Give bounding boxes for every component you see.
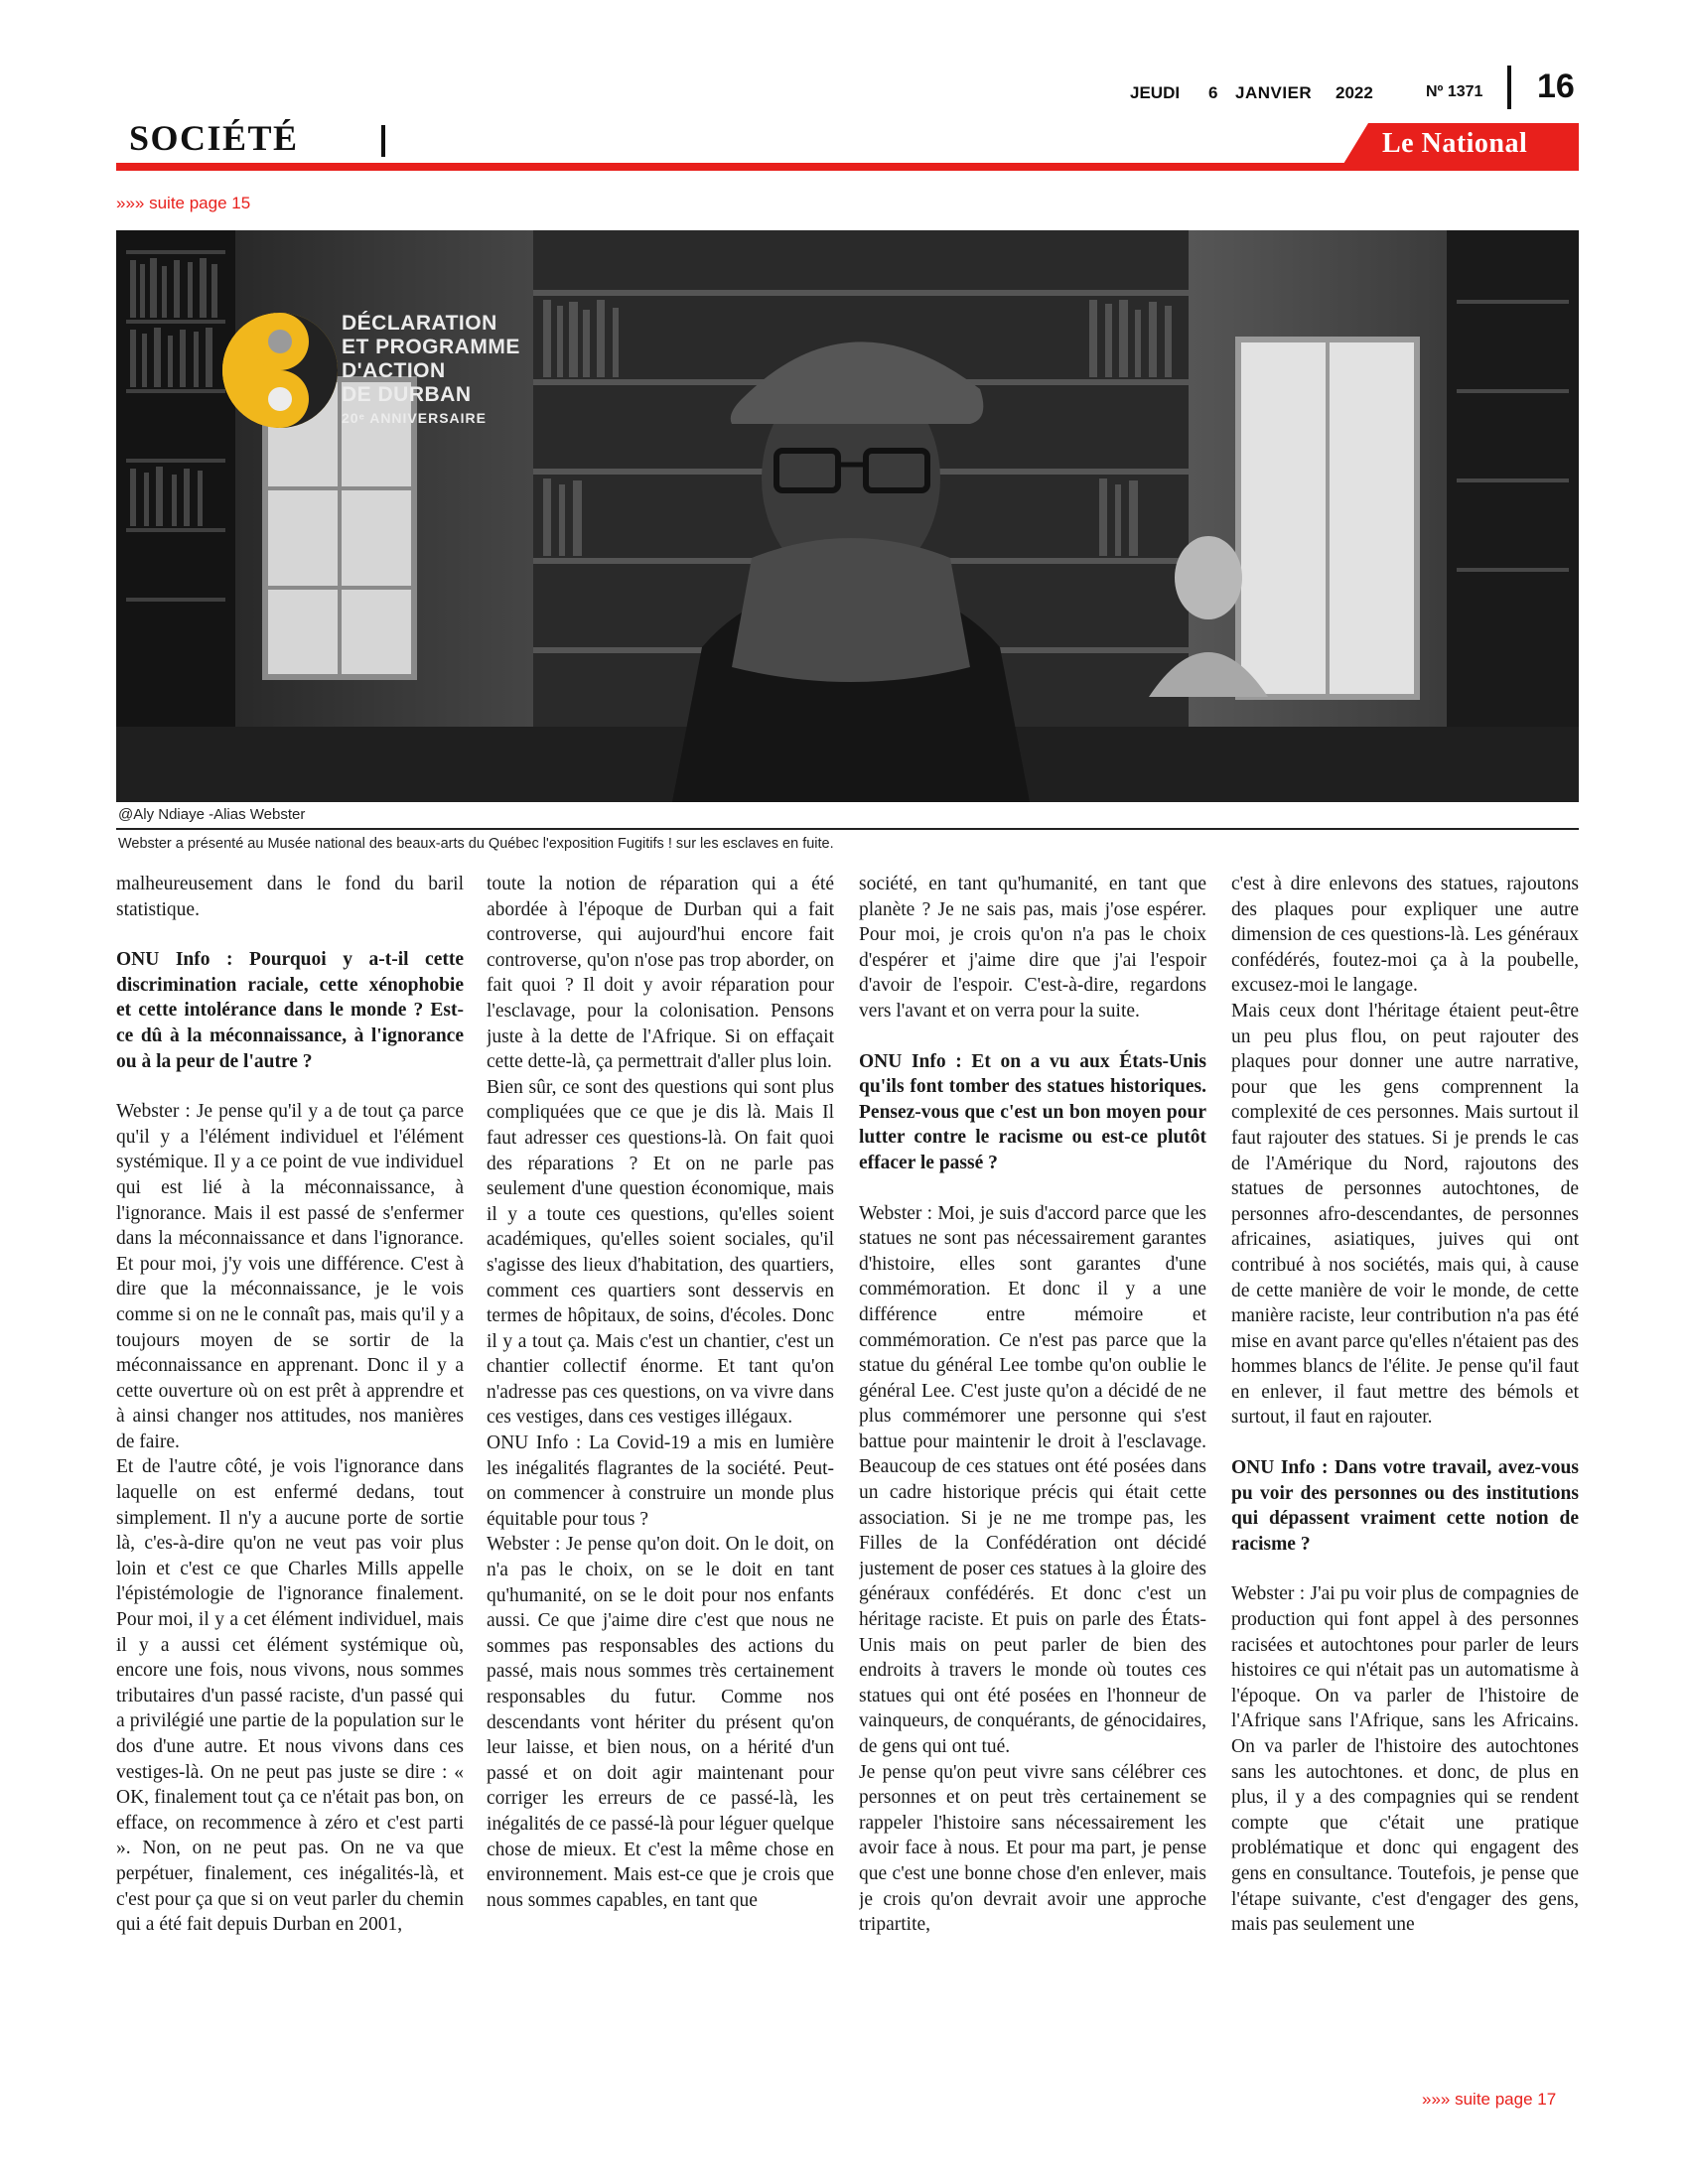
article-column-2: [487, 872, 834, 2083]
article-column-1: [116, 872, 464, 2083]
durban-logo-text: [342, 312, 520, 429]
continued-from-link[interactable]: »»» suite page 15: [116, 194, 251, 212]
logo-line-2: ET PROGRAMME: [342, 336, 520, 358]
article-paragraph: Je pense qu'on peut vivre sans célébrer ces personnes et on peut très certainement se rappeler l'histoire sans nécessairement les avoir face à nous. Et pour ma part, je pense que c'est une bonne chose d'en enlever, mais je crois qu'on devrait avoir une approche tripartite,: [859, 1761, 1206, 1936]
article-column-3: [859, 872, 1206, 2083]
article-paragraph: Webster : J'ai pu voir plus de compagnies de production qui font appel à des personnes racisées et autochtones pour parler de leurs histoires ce qui n'était pas un automatisme à l'époque. On va parler de l'histoire de l'Afrique sans l'Afrique, sans les Africains. On va parler de l'histoire des autochtones sans les autochtones. et donc, de plus en plus, il y a des compagnies qui se rendent compte que c'était une pratique problématique et donc qui engagent des gens en consultance. Toutefois, je pense que l'étape suivante, c'est d'engager des gens, mais pas seulement une: [1231, 1583, 1579, 1936]
header-rule: [116, 163, 1579, 171]
issue-month: JANVIER: [1235, 83, 1313, 102]
issue-number: Nº 1371: [1426, 83, 1483, 100]
article-paragraph: malheureusement dans le fond du baril statistique.: [116, 874, 464, 920]
article-paragraph: Webster : Moi, je suis d'accord parce que les statues ne sont pas nécessairement garantes d'histoire, elles sont garantes d'une commémoration. Et donc il y a une différence entre mémoire et commémoration. Ce n'est pas parce que la statue du général Lee tombe qu'on oublie le général Lee. C'est juste qu'on a décidé de ne plus commémorer une personne qui s'est battue pour maintenir le droit à l'esclavage. Beaucoup de ces statues ont été posées dans un cadre historique précis qui était cette association. Si je ne me trompe pas, les Filles de la Confédération ont décidé justement de poser ces statues à la gloire des généraux confédérés. Et donc c'est un héritage raciste. Et puis on parle des États-Unis mais on peut parler de bien des endroits à travers le monde où toutes ces statues qui ont été posées en l'honneur de vainqueurs, de conquérants, de génocidaires, de gens qui ont tué.: [859, 1202, 1206, 1757]
interview-question: ONU Info : Dans votre travail, avez-vous pu voir des personnes ou des institutions qui dépassent vraiment cette notion de racisme ?: [1231, 1457, 1579, 1555]
durban-emblem-icon: [215, 306, 345, 435]
photo-caption: Webster a présenté au Musée national des beaux-arts du Québec l'exposition Fugitifs ! sur les esclaves en fuite.: [118, 836, 834, 852]
logo-line-1: DÉCLARATION: [342, 312, 497, 335]
section-title: SOCIÉTÉ: [129, 118, 299, 158]
issue-date: 6: [1208, 83, 1218, 102]
issue-meta: [1130, 77, 1507, 107]
page-number: 16: [1537, 68, 1575, 105]
section-divider: [381, 125, 385, 157]
article-column-4: [1231, 872, 1579, 2083]
article-paragraph: Bien sûr, ce sont des questions qui sont plus compliquées que ce que je dis là. Mais Il faut adresser ces questions-là. On fait quoi des réparations ? Et on ne parle pas seulement d'une question économique, mais il y a toute ces questions, qu'elles soient académiques, qu'elles soient sociales, qu'il s'agisse des lieux d'habitation, des quartiers, comment ces quartiers sont desservis en termes de hôpitaux, de soins, d'écoles. Donc il y a tout ça. Mais c'est un chantier, c'est un chantier collectif énorme. Et tant qu'on n'adresse pas ces questions, on va vivre dans ces vestiges, dans ces vestiges illégaux.: [487, 1076, 834, 1429]
photo-credit-row: [116, 804, 1579, 830]
logo-line-4: DE DURBAN: [342, 383, 472, 406]
article-paragraph: Webster : Je pense qu'il y a de tout ça parce qu'il y a l'élément individuel et l'élément systémique. Il y a ce point de vue individuel qui est lié à la méconnaissance, à l'ignorance. Mais il est passé de s'enfermer dans la méconnaissance et dans l'ignorance. Et pour moi, j'y vois une différence. C'est à dire que la méconnaissance, je le vois comme si on ne le connaît pas, mais qu'il y a toujours moyen de se sortir de la méconnaissance en apprenant. Donc il y a cette ouverture où on est prêt à apprendre et à ainsi changer nos attitudes, nos manières de faire.: [116, 1101, 464, 1452]
article-paragraph: société, en tant qu'humanité, en tant que planète ? Je ne sais pas, mais j'ose espérer. Pour moi, je crois qu'on n'a pas le choix d'espérer et j'aime dire que j'ai l'espoir d'avoir de l'espoir. C'est-à-dire, regardons vers l'avant et on verra pour la suite.: [859, 874, 1206, 1022]
issue-year: 2022: [1336, 83, 1373, 102]
issue-day: JEUDI: [1130, 83, 1181, 102]
logo-subtitle: 20ᵉ ANNIVERSAIRE: [342, 410, 487, 426]
photo-credit: @Aly Ndiaye -Alias Webster: [118, 806, 306, 823]
article-paragraph: ONU Info : La Covid-19 a mis en lumière les inégalités flagrantes de la société. Peut-on commencer à construire un monde plus équitable pour tous ?: [487, 1433, 834, 1530]
interview-question: ONU Info : Pourquoi y a-t-il cette discrimination raciale, cette xénophobie et cette intolérance dans le monde ? Est-ce dû à la méconnaissance, à l'ignorance ou à la peur de l'autre ?: [116, 949, 464, 1072]
logo-line-3: D'ACTION: [342, 359, 446, 382]
article-photo: [116, 230, 1579, 802]
article-paragraph: c'est à dire enlevons des statues, rajoutons des plaques pour expliquer une autre dimension de ces questions-là. Les généraux confédérés, foutez-moi ça à la poubelle, excusez-moi le langage.: [1231, 874, 1579, 997]
continued-to-link[interactable]: »»» suite page 17: [1422, 2090, 1557, 2109]
article-paragraph: Mais ceux dont l'héritage étaient peut-être un peu plus flou, on peut rajouter des plaques pour donner une autre narrative, pour que les gens comprennent la complexité de ces personnes. Mais surtout il faut rajouter des statues. Si je prends le cas de l'Amérique du Nord, rajoutons des statues de personnes autochtones, de personnes afro-descendantes, de personnes africaines, asiatiques, juives qui ont contribué à nos sociétés, mais qui, à cause de cette manière de voir le monde, de cette manière raciste, leur contribution n'a pas été mise en avant parce qu'elles n'étaient pas des hommes blancs de l'élite. Je pense qu'il faut en enlever, il faut mettre des bémols et surtout, il faut en rajouter.: [1231, 1000, 1579, 1429]
article-paragraph: Webster : Je pense qu'on doit. On le doit, on n'a pas le choix, on se le doit en tant qu'humanité, on se le doit pour nos enfants aussi. Ce que j'aime dire c'est que nous ne sommes pas responsables des actions du passé, mais nous sommes très certainement responsables du futur. Comme nos descendants vont hériter du présent qu'on leur laisse, et bien nous, on a hérité d'un passé et on doit agir maintenant pour corriger les erreurs de ce passé-là, les inégalités de ce passé-là pour léguer quelque chose de mieux. Et c'est la même chose en environnement. Mais est-ce que je crois que nous sommes capables, en tant que: [487, 1534, 834, 1911]
brand-name: Le National: [1382, 128, 1528, 159]
interview-question: ONU Info : Et on a vu aux États-Unis qu'ils font tomber des statues historiques. Pensez-vous que c'est un bon moyen pour lutter contre le racisme ou est-ce plutôt effacer le passé ?: [859, 1050, 1206, 1173]
header-separator: [1507, 66, 1511, 109]
article-paragraph: toute la notion de réparation qui a été abordée à l'époque de Durban qui a fait controverse, qui aujourd'hui encore fait controverse, qu'on n'ose pas trop aborder, on fait quoi ? Il doit y avoir réparation pour l'esclavage, pour la colonisation. Pensons juste à la dette de l'Afrique. Si on effaçait cette dette-là, ça permettrait d'aller plus loin.: [487, 874, 834, 1073]
article-paragraph: Et de l'autre côté, je vois l'ignorance dans laquelle on est enfermé dedans, tout simplement. Il n'y a aucune porte de sortie là, c'es-à-dire qu'on ne veut pas voir plus loin et c'est ce que Charles Mills appelle l'épistémologie de l'ignorance finalement. Pour moi, il y a cet élément individuel, mais il y a aussi cet élément systémique où, encore une fois, nous vivons, nous sommes tributaires d'un passé raciste, d'un passé qui a privilégié une partie de la population sur le dos d'une autre. Et nous vivons dans ces vestiges-là. On ne peut pas juste se dire : « OK, finalement tout ça ce n'était pas bon, on efface, on recommence à zéro et c'est parti ». Non, on ne peut pas. On ne va que perpétuer, finalement, ces inégalités-là, et c'est pour ça que si on veut parler du chemin qui a été fait depuis Durban en 2001,: [116, 1456, 464, 1936]
